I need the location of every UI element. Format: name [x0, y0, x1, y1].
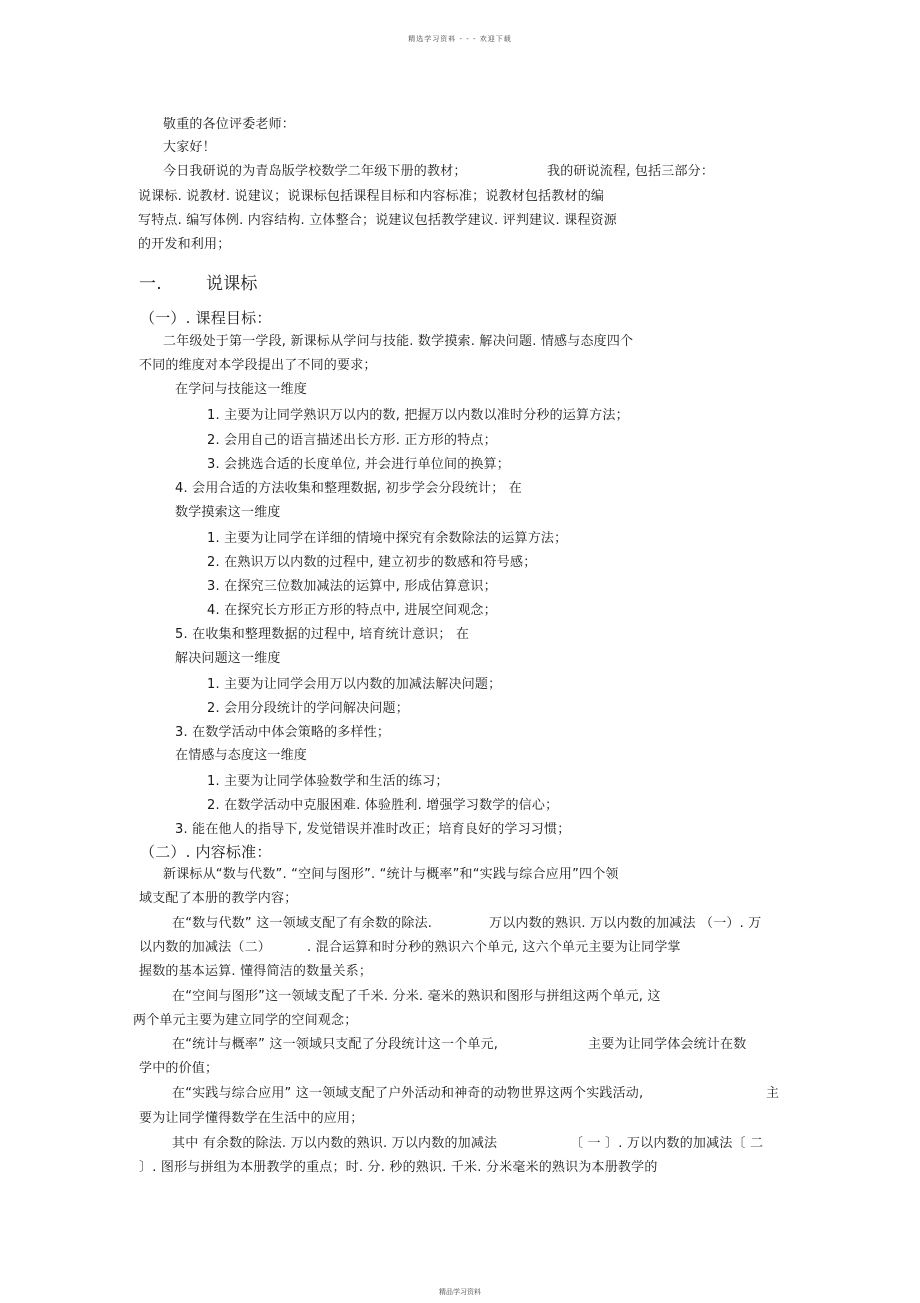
sub2-paragraph-2a: 在“数与代数” 这一领域支配了有余数的除法.: [172, 916, 433, 931]
dimension-4-item-2: 2. 在数学活动中克服困难. 体验胜利. 增强学习数学的信心；: [207, 798, 559, 813]
sub2-paragraph-4b: 主要为让同学体会统计在数: [588, 1037, 747, 1052]
intro-line-2: 说课标. 说教材. 说建议；说课标包括课程目标和内容标准；说教材包括教材的编: [138, 189, 605, 204]
dimension-1-item-4: 4. 会用合适的方法收集和整理数据, 初步学会分段统计； 在: [175, 481, 522, 496]
dimension-2-item-5: 5. 在收集和整理数据的过程中, 培育统计意识； 在: [175, 627, 470, 642]
section-1-title: 说课标: [206, 274, 258, 294]
sub2-paragraph-2e: 握数的基本运算. 懂得简洁的数量关系；: [139, 964, 373, 979]
intro-line-3: 写特点. 编写体例. 内容结构. 立体整合；说建议包括教学建议. 评判建议. 课程资源: [138, 213, 617, 228]
sub2-paragraph-4a: 在“统计与概率” 这一领域只支配了分段统计这一个单元,: [172, 1037, 499, 1052]
sub1-paragraph-1: 二年级处于第一学段, 新课标从学问与技能. 数学摸索. 解决问题. 情感与态度四个: [163, 334, 634, 349]
dimension-1-title: 在学问与技能这一维度: [175, 382, 308, 397]
sub1-paragraph-2: 不同的维度对本学段提出了不同的要求；: [139, 358, 377, 373]
sub2-paragraph-3a: 在“空间与图形”这一领域支配了千米. 分米. 毫米的熟识和图形与拼组这两个单元, 这: [172, 989, 661, 1004]
section-1-number: 一.: [139, 274, 162, 294]
sub2-paragraph-6c: 〕. 图形与拼组为本册教学的重点；时. 分. 秒的熟识. 千米. 分米毫米的熟识为本册教学的: [139, 1160, 658, 1175]
dimension-1-item-2: 2. 会用自己的语言描述出长方形. 正方形的特点；: [207, 433, 497, 448]
page-header: 精选学习资料 - - - 欢迎下载: [408, 35, 512, 43]
sub2-paragraph-5a: 在“实践与综合应用” 这一领域支配了户外活动和神奇的动物世界这两个实践活动,: [172, 1086, 644, 1101]
dimension-1-item-3: 3. 会挑选合适的长度单位, 并会进行单位间的换算；: [207, 457, 511, 472]
intro-line-4: 的开发和利用；: [138, 237, 231, 252]
dimension-2-item-4: 4. 在探究长方形正方形的特点中, 进展空间观念；: [207, 603, 497, 618]
dimension-1-item-1: 1. 主要为让同学熟识万以内的数, 把握万以内数以准时分秒的运算方法；: [207, 408, 629, 423]
intro-line-1a: 今日我研说的为青岛版学校数学二年级下册的教材；: [163, 164, 467, 179]
sub2-paragraph-6a: 其中 有余数的除法. 万以内数的熟识. 万以内数的加减法: [172, 1136, 498, 1151]
dimension-2-title: 数学摸索这一维度: [175, 505, 281, 520]
dimension-4-title: 在情感与态度这一维度: [175, 748, 308, 763]
page-footer: 精品学习资料: [439, 1288, 481, 1296]
sub2-paragraph-4c: 学中的价值；: [139, 1061, 219, 1076]
dimension-4-item-1: 1. 主要为让同学体验数学和生活的练习；: [207, 774, 449, 789]
sub2-paragraph-1b: 域支配了本册的教学内容；: [139, 891, 298, 906]
dimension-3-item-2: 2. 会用分段统计的学问解决问题；: [207, 701, 409, 716]
salutation: 敬重的各位评委老师：: [163, 117, 296, 132]
sub2-paragraph-2b: 万以内数的熟识. 万以内数的加减法 （一）. 万: [489, 916, 762, 931]
dimension-2-item-3: 3. 在探究三位数加减法的运算中, 形成估算意识；: [207, 579, 497, 594]
dimension-2-item-2: 2. 在熟识万以内数的过程中, 建立初步的数感和符号感；: [207, 555, 537, 570]
sub2-paragraph-2c: 以内数的加减法（二）: [139, 940, 272, 955]
subsection-1-title: （一）. 课程目标：: [140, 309, 272, 327]
dimension-2-item-1: 1. 主要为让同学在详细的情境中探究有余数除法的运算方法；: [207, 531, 568, 546]
sub2-paragraph-6b: 〔 一 〕. 万以内数的加减法〔 二: [570, 1136, 764, 1151]
dimension-3-item-3: 3. 在数学活动中体会策略的多样性；: [175, 725, 391, 740]
sub2-paragraph-5b: 主: [766, 1086, 780, 1101]
sub2-paragraph-1a: 新课标从“数与代数”. “空间与图形”. “统计与概率”和“实践与综合应用”四个领: [163, 867, 619, 882]
sub2-paragraph-3b: 两个单元主要为建立同学的空间观念；: [133, 1013, 358, 1028]
subsection-2-title: （二）. 内容标准：: [140, 843, 272, 861]
dimension-3-item-1: 1. 主要为让同学会用万以内数的加减法解决问题；: [207, 677, 502, 692]
dimension-3-title: 解决问题这一维度: [175, 651, 281, 666]
dimension-4-item-3: 3. 能在他人的指导下, 发觉错误并准时改正；培育良好的学习习惯；: [175, 822, 571, 837]
intro-line-1b: 我的研说流程, 包括三部分：: [547, 164, 715, 179]
greeting-hello: 大家好！: [163, 140, 216, 155]
sub2-paragraph-2d: . 混合运算和时分秒的熟识六个单元, 这六个单元主要为让同学掌: [307, 940, 681, 955]
sub2-paragraph-5c: 要为让同学懂得数学在生活中的应用；: [139, 1111, 364, 1126]
